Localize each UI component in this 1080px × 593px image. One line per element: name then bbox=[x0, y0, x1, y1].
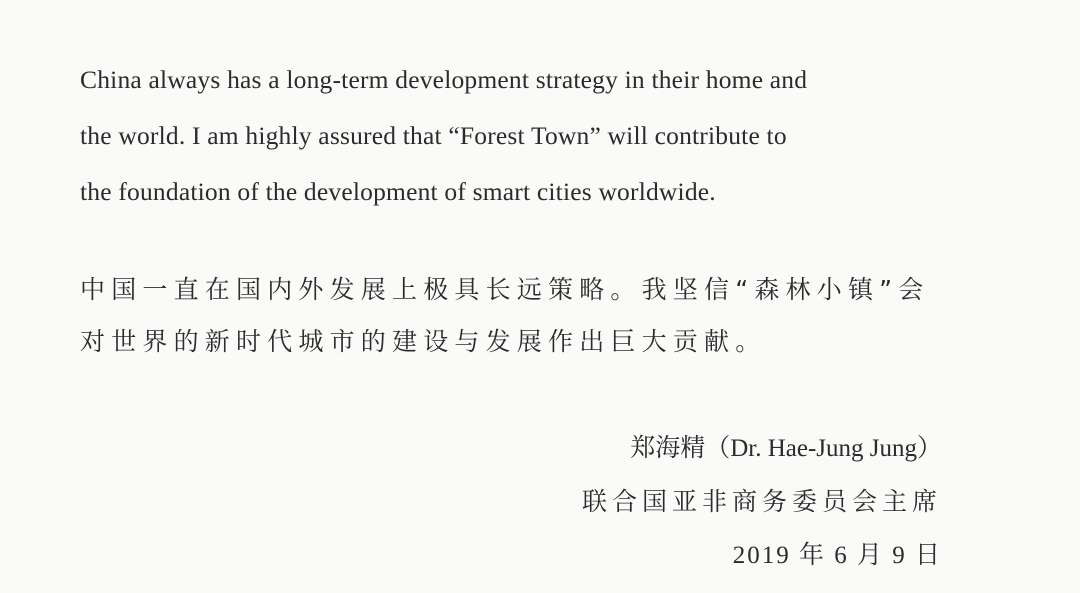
chinese-paragraph bbox=[80, 264, 1020, 368]
signature-title: 联合国亚非商务委员会主席 bbox=[581, 487, 942, 516]
signature-date: 2019 年 6 月 9 日 bbox=[732, 542, 942, 569]
signature-name: 郑海精（Dr. Hae-Jung Jung） bbox=[630, 435, 942, 462]
english-paragraph bbox=[80, 52, 1020, 220]
chinese-line-2: 对世界的新时代城市的建设与发展作出巨大贡献。 bbox=[80, 327, 767, 356]
english-line-1: China always has a long-term development strategy in their home and bbox=[80, 65, 808, 94]
english-line-3: the foundation of the development of smart cities worldwide. bbox=[80, 177, 716, 206]
english-line-2: the world. I am highly assured that “Forest Town” will contribute to bbox=[80, 121, 787, 150]
chinese-line-1: 中国一直在国内外发展上极具长远策略。我坚信“森林小镇”会 bbox=[80, 275, 930, 304]
